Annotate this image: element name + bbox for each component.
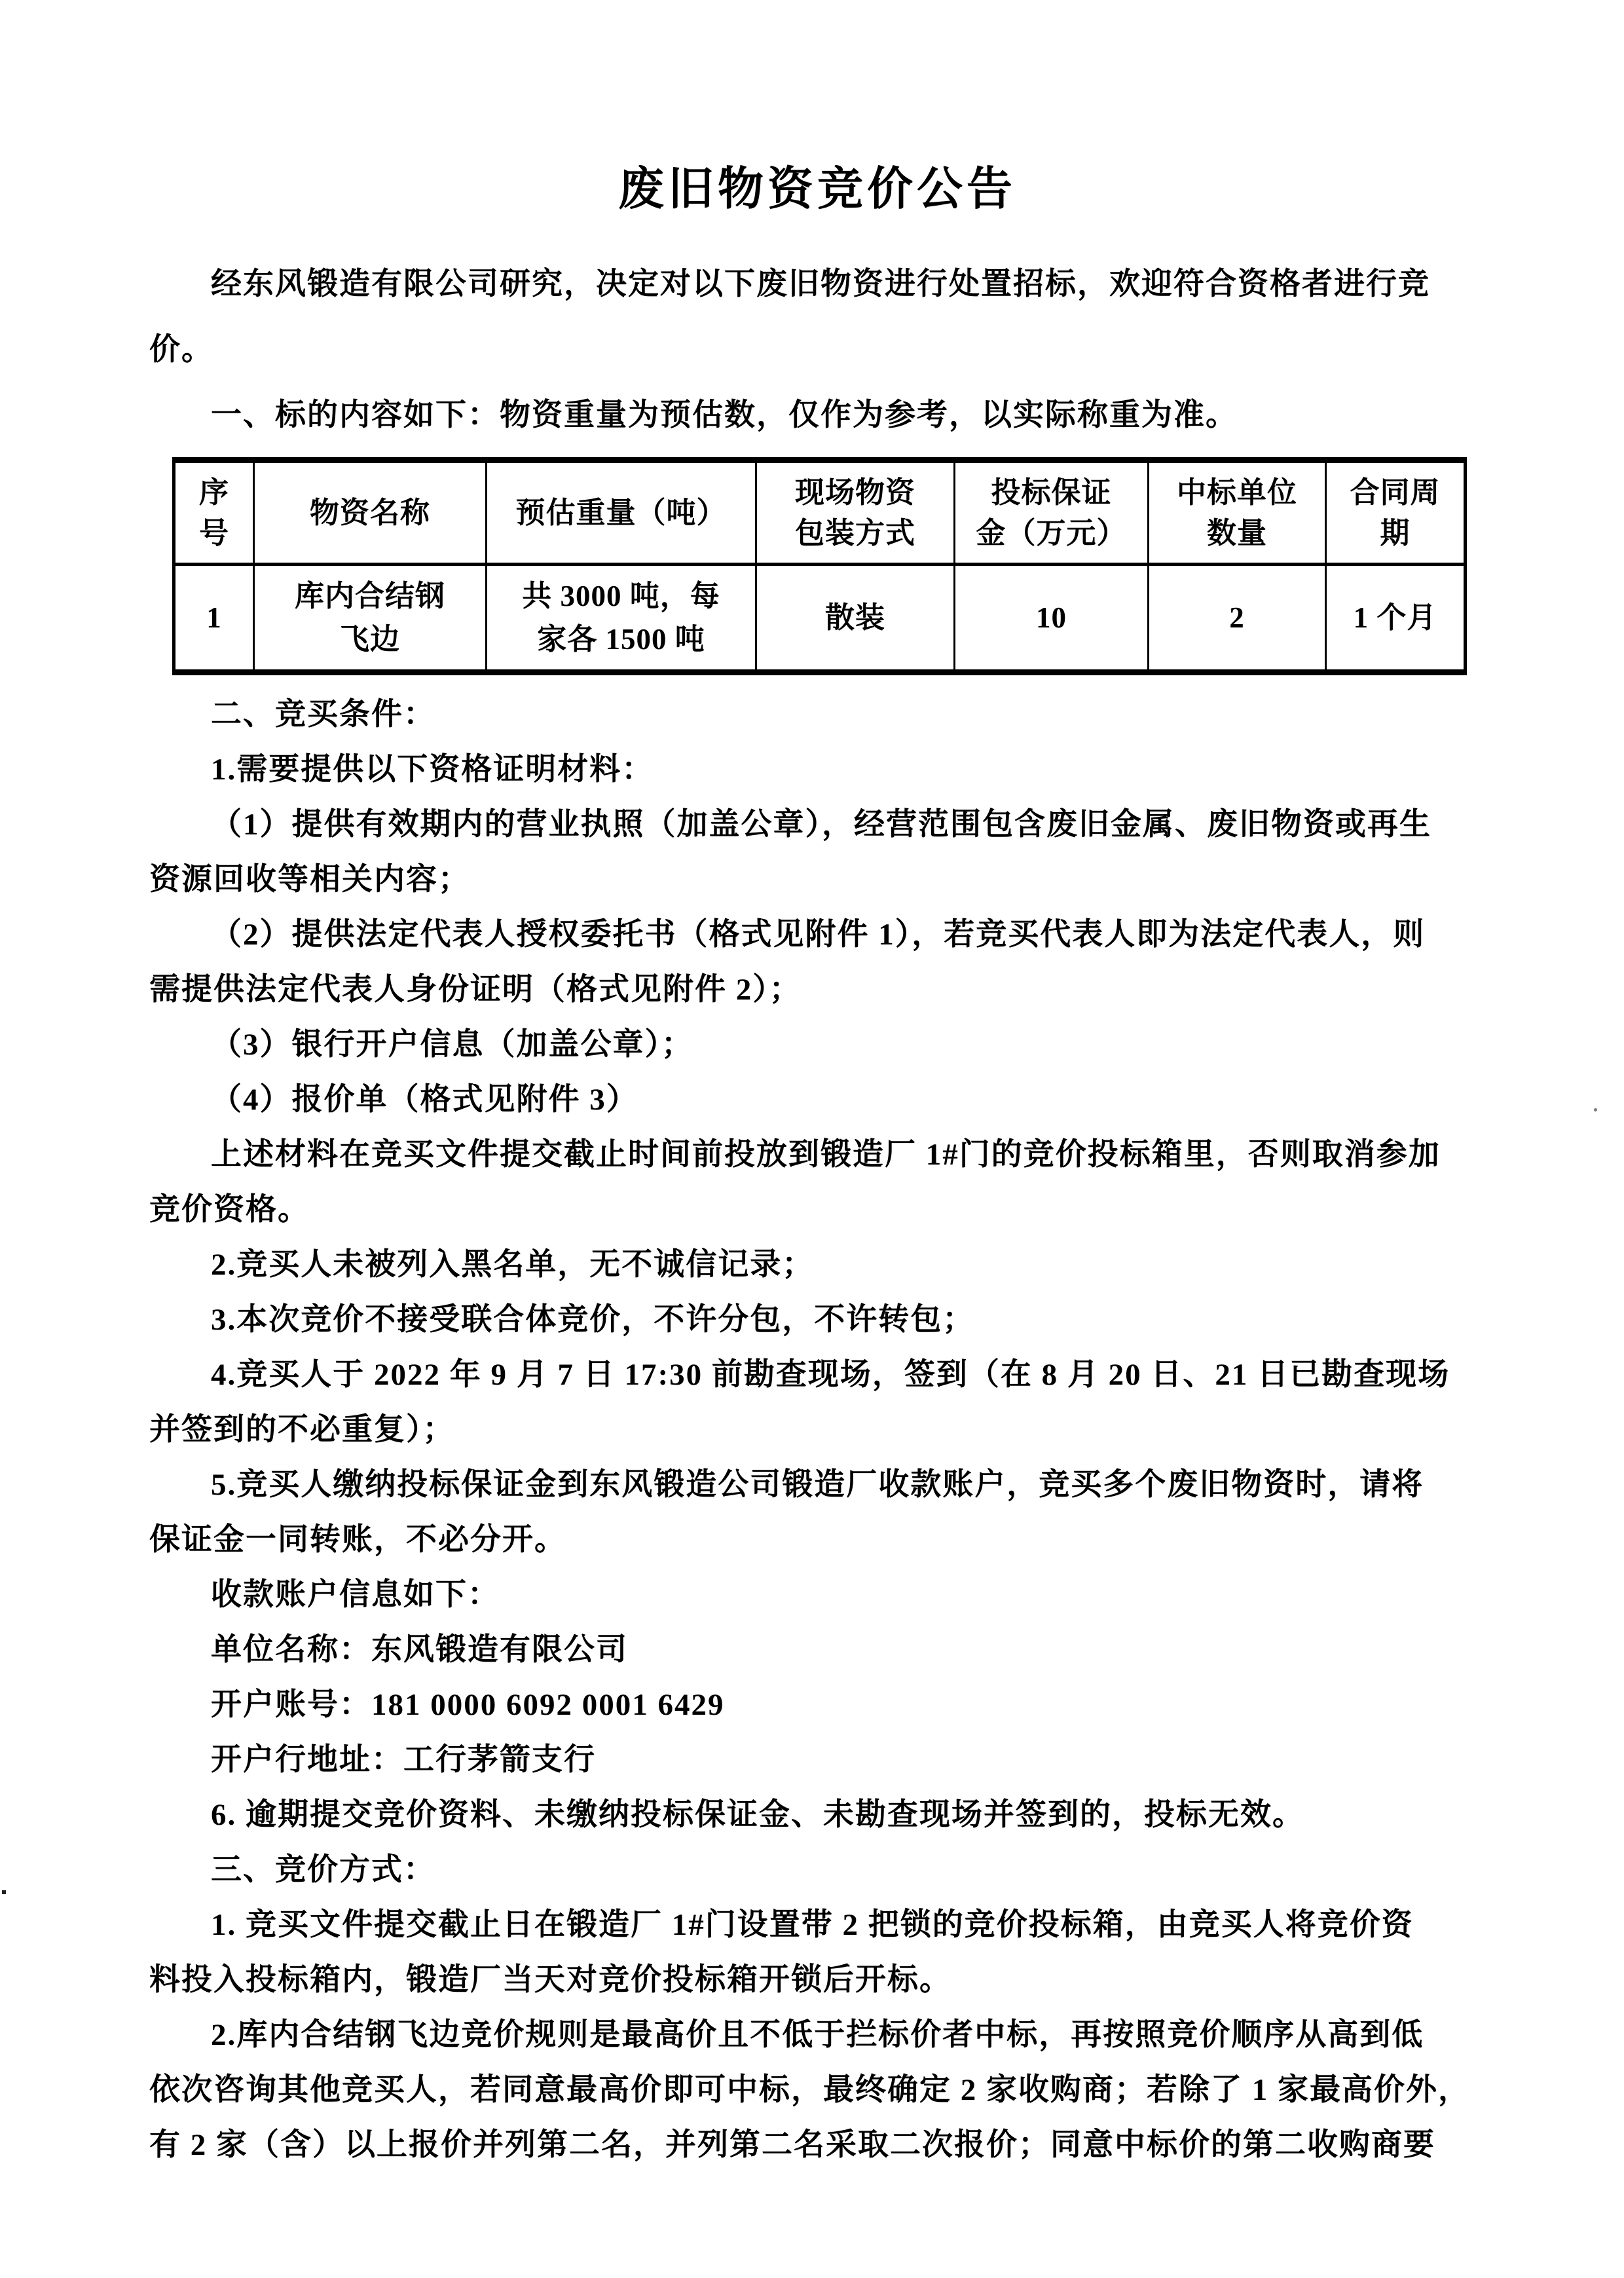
- body-line: 竞价资格。: [149, 1193, 310, 1227]
- body-line: 单位名称：东风锻造有限公司: [211, 1633, 628, 1667]
- body-line: 开户账号：181 0000 6092 0001 6429: [211, 1688, 725, 1722]
- body-line: 1.需要提供以下资格证明材料：: [211, 753, 654, 787]
- body-line: （2）提供法定代表人授权委托书（格式见附件 1），若竞买代表人即为法定代表人，则: [211, 918, 1426, 952]
- body-line: 有 2 家（含）以上报价并列第二名，并列第二名采取二次报价；同意中标价的第二收购商要: [149, 2128, 1435, 2162]
- table-cell: 10: [955, 565, 1149, 673]
- body-line: 5.竞买人缴纳投标保证金到东风锻造公司锻造厂收款账户，竞买多个废旧物资时，请将: [211, 1468, 1424, 1502]
- body-line: 4.竞买人于 2022 年 9 月 7 日 17:30 前勘查现场，签到（在 8 月 20 日、21 日已勘查现场: [211, 1358, 1450, 1392]
- table-cell: 2: [1149, 565, 1326, 673]
- body-line: 三、竞价方式：: [211, 1853, 435, 1887]
- table-header-cell: 预估重量（吨）: [487, 460, 756, 565]
- body-line: 开户行地址：工行茅箭支行: [211, 1743, 596, 1777]
- body-line: 保证金一同转账，不必分开。: [149, 1523, 566, 1557]
- body-line: 2.库内合结钢飞边竞价规则是最高价且不低于拦标价者中标，再按照竞价顺序从高到低: [211, 2018, 1424, 2052]
- table-cell: 1 个月: [1326, 565, 1466, 673]
- body-line: （1）提供有效期内的营业执照（加盖公章），经营范围包含废旧金属、废旧物资或再生: [211, 808, 1431, 842]
- table-header-cell: 投标保证 金（万元）: [955, 460, 1149, 565]
- table-row: [174, 565, 1466, 673]
- table-cell: 散装: [756, 565, 955, 673]
- table-header-cell: 现场物资 包装方式: [756, 460, 955, 565]
- body-line: 上述材料在竞买文件提交截止时间前投放到锻造厂 1#门的竞价投标箱里，否则取消参加: [211, 1138, 1441, 1172]
- lots-table-body: [174, 565, 1466, 673]
- table-cell: 共 3000 吨，每 家各 1500 吨: [487, 565, 756, 673]
- body-line: 1. 竞买文件提交截止日在锻造厂 1#门设置带 2 把锁的竞价投标箱，由竞买人将竞价资: [211, 1908, 1414, 1942]
- body-line: 依次咨询其他竞买人，若同意最高价即可中标，最终确定 2 家收购商；若除了 1 家最高价外，: [149, 2073, 1470, 2107]
- body-line: 需提供法定代表人身份证明（格式见附件 2）；: [149, 973, 802, 1007]
- body-line: 料投入投标箱内，锻造厂当天对竞价投标箱开锁后开标。: [149, 1963, 951, 1997]
- scan-speck-right: [1594, 1108, 1597, 1111]
- table-header-cell: 合同周 期: [1326, 460, 1466, 565]
- body-line: 3.本次竞价不接受联合体竞价，不许分包，不许转包；: [211, 1303, 975, 1337]
- intro-section: [149, 252, 1485, 448]
- table-header-cell: 物资名称: [254, 460, 487, 565]
- body-line: （3）银行开户信息（加盖公章）；: [211, 1028, 693, 1062]
- intro-line: 一、标的内容如下：物资重量为预估数，仅作为参考，以实际称重为准。: [211, 398, 1238, 432]
- body-section: [149, 687, 1485, 2173]
- intro-line: 价。: [149, 333, 213, 367]
- table-cell: 库内合结钢 飞边: [254, 565, 487, 673]
- table-header-cell: 序 号: [174, 460, 254, 565]
- table-cell: 1: [174, 565, 254, 673]
- page-title: 废旧物资竞价公告: [618, 164, 1016, 215]
- intro-line: 经东风锻造有限公司研究，决定对以下废旧物资进行处置招标，欢迎符合资格者进行竞: [211, 267, 1430, 301]
- lots-table-header: [174, 460, 1466, 565]
- scan-speck-left: [2, 1890, 6, 1894]
- lots-table: [172, 457, 1467, 675]
- table-header-cell: 中标单位 数量: [1149, 460, 1326, 565]
- body-line: 2.竞买人未被列入黑名单，无不诚信记录；: [211, 1248, 815, 1282]
- body-line: 6. 逾期提交竞价资料、未缴纳投标保证金、未勘查现场并签到的，投标无效。: [211, 1798, 1304, 1832]
- body-line: 二、竞买条件：: [211, 698, 435, 732]
- table-header-row: [174, 460, 1466, 565]
- body-line: 并签到的不必重复）；: [149, 1413, 455, 1447]
- body-line: （4）报价单（格式见附件 3）: [211, 1083, 638, 1117]
- body-line: 资源回收等相关内容；: [149, 863, 470, 897]
- body-line: 收款账户信息如下：: [211, 1578, 500, 1612]
